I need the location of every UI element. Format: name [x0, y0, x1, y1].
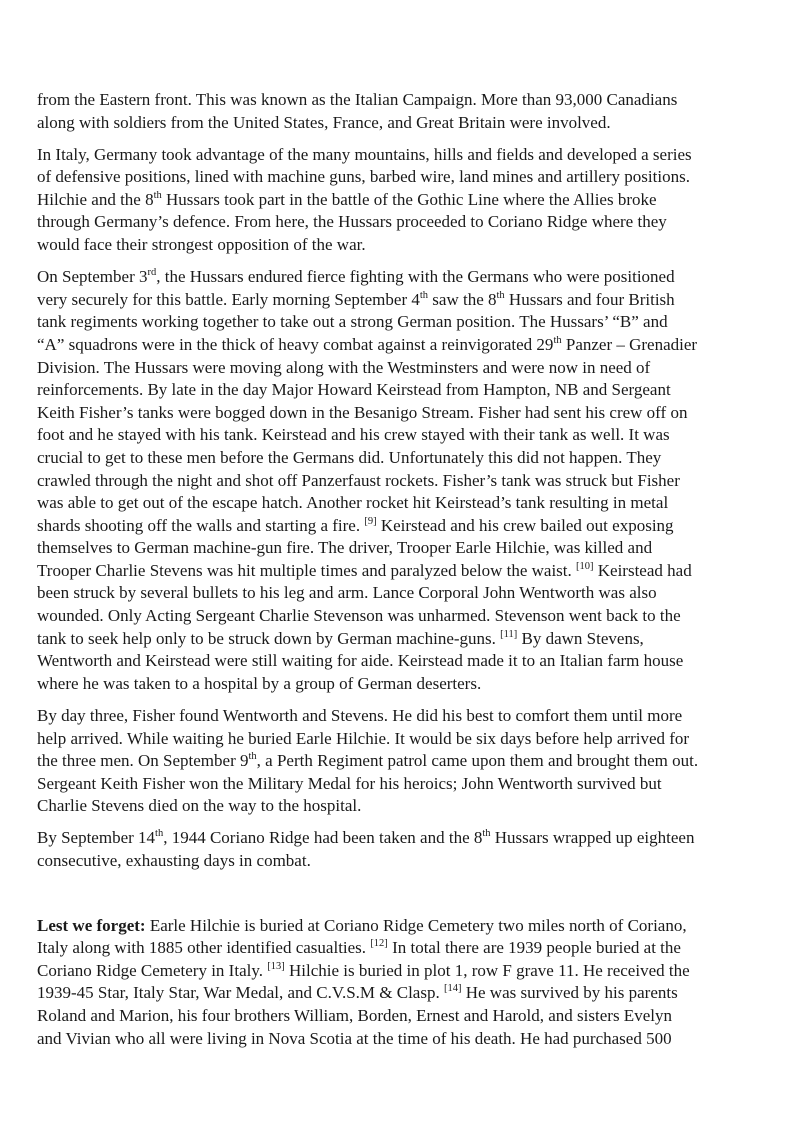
text-line [37, 728, 757, 751]
paragraph-spacer [37, 695, 757, 705]
text-line [37, 1028, 757, 1051]
text-line [37, 234, 757, 257]
text-line [37, 470, 757, 493]
text-segment: through Germany’s defence. From here, the Hussars proceeded to Coriano Ridge where they [37, 212, 667, 232]
text-segment: crucial to get to these men before the Germans did. Unfortunately this did not happen. They [37, 447, 662, 467]
text-line [37, 144, 757, 167]
text-segment: In Italy, Germany took advantage of the many mountains, hills and fields and developed a series [37, 144, 692, 164]
text-line [37, 673, 757, 696]
text-segment: Panzer – Grenadier [561, 334, 698, 354]
text-line [37, 937, 757, 960]
text-line [37, 827, 757, 850]
text-segment: from the Eastern front. This was known as the Italian Campaign. More than 93,000 Canadians [37, 90, 678, 109]
text-line [37, 705, 757, 728]
text-segment: along with soldiers from the United States, France, and Great Britain were involved. [37, 112, 611, 132]
text-line [37, 424, 757, 447]
text-segment: Italy along with 1885 other identified casualties. [37, 938, 371, 958]
text-segment: reinforcements. By late in the day Major Howard Keirstead from Hampton, NB and Sergeant [37, 380, 671, 400]
text-segment: Keith Fisher’s tanks were bogged down in the Besanigo Stream. Fisher had sent his crew off on [37, 402, 688, 422]
text-line [37, 189, 757, 212]
footnote-reference: [9] [364, 515, 377, 527]
text-segment: been struck by several bullets to his leg and arm. Lance Corporal John Wentworth was also [37, 583, 657, 603]
ordinal-suffix: th [482, 828, 491, 840]
text-segment: , the Hussars endured fierce fighting with the Germans who were positioned [156, 267, 675, 287]
ordinal-suffix: th [248, 751, 257, 763]
text-segment: Hussars and four British [504, 289, 675, 309]
body-paragraph [37, 705, 757, 818]
text-segment: In total there are 1939 people buried at the [387, 938, 681, 958]
text-segment: would face their strongest opposition of the war. [37, 235, 366, 255]
text-segment: Coriano Ridge Cemetery in Italy. [37, 960, 268, 980]
text-segment: very securely for this battle. Early morning September 4 [37, 289, 420, 309]
text-segment: Hussars took part in the battle of the Gothic Line where the Allies broke [161, 189, 657, 209]
text-line [37, 515, 757, 538]
footnote-reference: [10] [576, 560, 594, 572]
text-line [37, 960, 757, 983]
text-segment: Roland and Marion, his four brothers William, Borden, Ernest and Harold, and sisters Evelyn [37, 1005, 672, 1025]
footnote-reference: [11] [500, 628, 518, 640]
text-segment: Keirstead had [593, 560, 692, 580]
text-line [37, 357, 757, 380]
body-paragraph [37, 144, 757, 257]
ordinal-suffix: th [553, 334, 562, 346]
text-line [37, 266, 757, 289]
text-segment: By September 14 [37, 828, 156, 848]
text-line [37, 112, 757, 135]
text-segment: and Vivian who all were living in Nova Scotia at the time of his death. He had purchased 500 [37, 1028, 672, 1048]
text-line [37, 334, 757, 357]
paragraph-spacer [37, 257, 757, 267]
text-segment: Wentworth and Keirstead were still waiting for aide. Keirstead made it to an Italian farm house [37, 651, 684, 671]
text-segment: themselves to German machine-gun fire. The driver, Trooper Earle Hilchie, was killed and [37, 538, 653, 558]
text-segment: where he was taken to a hospital by a group of German deserters. [37, 673, 482, 693]
text-segment: tank to seek help only to be struck down by German machine-guns. [37, 628, 501, 648]
text-line [37, 773, 757, 796]
paragraph-spacer [37, 134, 757, 144]
text-segment: of defensive positions, lined with machine guns, barbed wire, land mines and artillery positions. [37, 167, 690, 187]
ordinal-suffix: th [419, 289, 429, 301]
body-paragraph [37, 827, 757, 872]
footnote-reference: [14] [443, 983, 462, 995]
text-segment: Hussars wrapped up eighteen [490, 828, 695, 848]
document-page [37, 89, 757, 1050]
text-segment: tank regiments working together to take out a strong German position. The Hussars’ “B” and [37, 312, 668, 332]
text-segment: Keirstead and his crew bailed out exposing [376, 515, 674, 535]
text-segment: the three men. On September 9 [37, 751, 249, 771]
paragraph-spacer [37, 818, 757, 828]
text-segment: He was survived by his parents [461, 983, 678, 1003]
footnote-reference: [12] [370, 938, 388, 950]
text-line [37, 628, 757, 651]
text-segment: On September 3 [37, 267, 148, 287]
text-segment: was able to get out of the escape hatch. Another rocket hit Keirstead’s tank resulting in metal [37, 493, 669, 513]
text-segment: Trooper Charlie Stevens was hit multiple times and paralyzed below the waist. [37, 560, 577, 580]
text-line [37, 582, 757, 605]
text-segment: “A” squadrons were in the thick of heavy combat against a reinvigorated 29 [37, 334, 554, 354]
text-segment: Division. The Hussars were moving along with the Westminsters and were now in need of [37, 357, 651, 377]
ordinal-suffix: rd [147, 267, 157, 279]
text-segment: Charlie Stevens died on the way to the hospital. [37, 796, 362, 816]
text-line [37, 402, 757, 425]
text-line [37, 650, 757, 673]
body-paragraph [37, 89, 757, 134]
text-segment: By day three, Fisher found Wentworth and Stevens. He did his best to comfort them until more [37, 705, 683, 725]
text-line [37, 605, 757, 628]
text-segment: saw the 8 [428, 289, 497, 309]
text-line [37, 795, 757, 818]
bold-heading-label: Lest we forget: [37, 915, 146, 935]
text-segment: Sergeant Keith Fisher won the Military Medal for his heroics; John Wentworth survived but [37, 773, 662, 793]
text-line [37, 560, 757, 583]
text-segment: Hilchie is buried in plot 1, row F grave 11. He received the [284, 960, 690, 980]
paragraph-spacer [37, 873, 757, 915]
text-line [37, 1005, 757, 1028]
text-line [37, 982, 757, 1005]
text-segment: , a Perth Regiment patrol came upon them and brought them out. [256, 751, 699, 771]
text-line [37, 89, 757, 112]
text-line [37, 850, 757, 873]
text-line [37, 289, 757, 312]
text-line [37, 750, 757, 773]
footnote-reference: [13] [267, 960, 285, 972]
text-segment: foot and he stayed with his tank. Keirstead and his crew stayed with their tank as well. It was [37, 425, 670, 445]
text-line [37, 537, 757, 560]
text-line [37, 311, 757, 334]
text-segment: help arrived. While waiting he buried Earle Hilchie. It would be six days before help arrived for [37, 728, 690, 748]
text-segment: 1939-45 Star, Italy Star, War Medal, and C.V.S.M & Clasp. [37, 983, 444, 1003]
text-line [37, 492, 757, 515]
text-line [37, 447, 757, 470]
text-segment: , 1944 Coriano Ridge had been taken and the 8 [163, 828, 483, 848]
body-paragraph [37, 266, 757, 695]
text-segment: Earle Hilchie is buried at Coriano Ridge Cemetery two miles north of Coriano, [145, 915, 687, 935]
text-line [37, 166, 757, 189]
text-segment: wounded. Only Acting Sergeant Charlie Stevenson was unharmed. Stevenson went back to the [37, 606, 681, 626]
text-line [37, 915, 757, 938]
text-segment: shards shooting off the walls and starting a fire. [37, 515, 365, 535]
text-segment: crawled through the night and shot off Panzerfaust rockets. Fisher’s tank was struck but Fisher [37, 470, 680, 490]
text-segment: By dawn Stevens, [517, 628, 644, 648]
text-line [37, 379, 757, 402]
text-line [37, 211, 757, 234]
ordinal-suffix: th [153, 189, 162, 201]
lest-we-forget-paragraph [37, 915, 757, 1051]
ordinal-suffix: th [496, 289, 505, 301]
text-segment: Hilchie and the 8 [37, 189, 154, 209]
text-segment: consecutive, exhausting days in combat. [37, 851, 311, 870]
ordinal-suffix: th [155, 828, 164, 840]
